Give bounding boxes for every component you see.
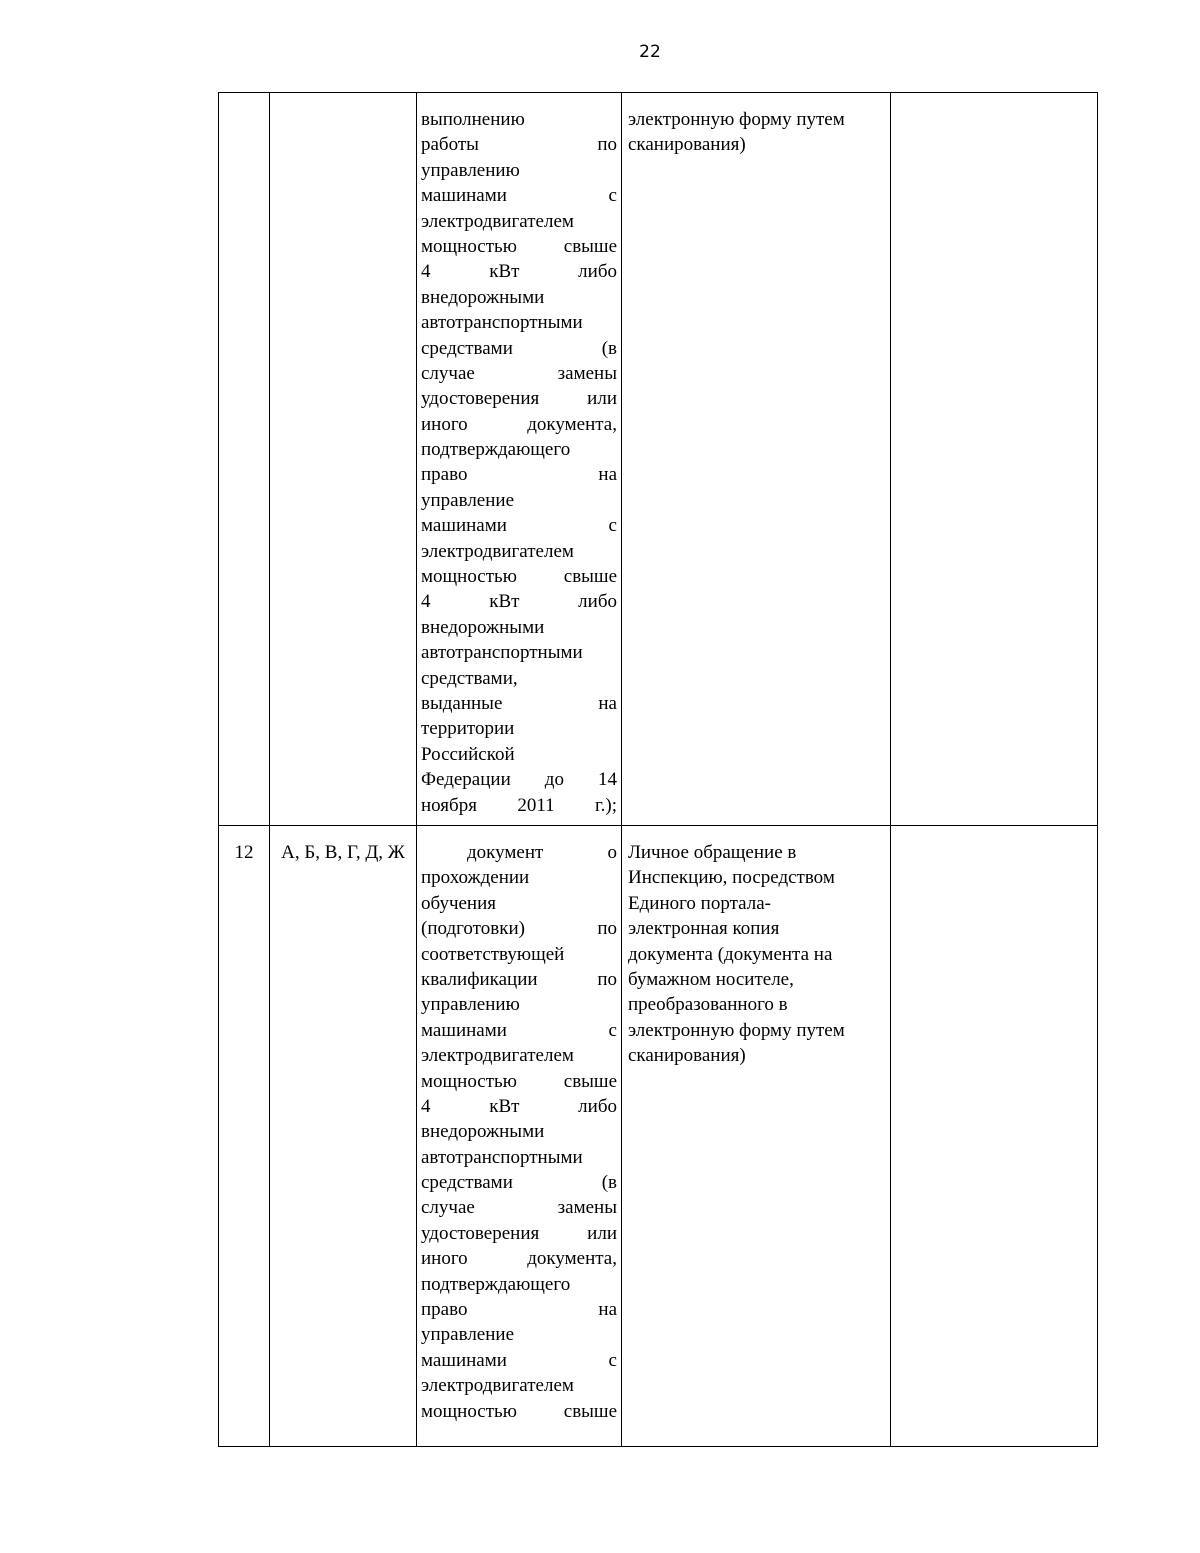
page-number: 22 [639,42,661,62]
document-line: мощностью свыше [421,1400,617,1422]
document-line: средствами, [421,667,518,689]
document-line: случае замены [421,362,617,384]
note-cell [891,93,1098,826]
document-line: иного документа, [421,413,617,435]
submission-method-line: документа (документа на [628,943,833,965]
document-line: мощностью свыше [421,566,617,588]
document-cell [417,826,622,1447]
document-line: (подготовки) по [421,918,617,940]
document-line: внедорожными [421,286,545,308]
document-line: 4 кВт либо [421,261,617,283]
categories-cell [270,826,417,1447]
document-line: автотранспортными [421,642,583,664]
document-line: управление [421,1324,515,1346]
submission-method-line: электронную форму путем [628,1019,845,1041]
document-line: машинами с [421,515,617,537]
document-line: автотранспортными [421,1146,583,1168]
document-line: средствами (в [421,337,617,359]
document-line: право на [421,464,617,486]
submission-method-line: бумажном носителе, [628,969,794,991]
document-line: выполнению [421,109,525,130]
document-line: 4 кВт либо [421,591,617,613]
document-line: подтверждающего [421,1273,571,1295]
document-line: электродвигателем [421,1045,574,1067]
document-line: 4 кВт либо [421,1095,617,1117]
submission-method-line: сканирования) [628,134,746,156]
submission-method-cell [622,826,891,1447]
submission-method-text [622,826,890,1069]
document-line: иного документа, [421,1248,617,1270]
document-line: документ о [467,842,617,863]
document-line: прохождении [421,867,530,889]
row-number-cell [219,93,270,826]
submission-method-text [622,93,890,158]
submission-method-cell [622,93,891,826]
note-cell [891,826,1098,1447]
table-row [219,93,1098,826]
document-line: автотранспортными [421,312,583,334]
document-line: ноября 2011 г.); [421,794,617,816]
document-line: машинами с [421,1019,617,1041]
document-line: внедорожными [421,1121,545,1143]
table-row [219,826,1098,1447]
document-line: удостоверения или [421,1222,617,1244]
submission-method-line: Личное обращение в [628,842,797,863]
submission-method-line: Инспекцию, посредством [628,867,835,889]
document-line: работы по [421,134,617,156]
submission-method-line: электронная копия [628,918,780,940]
document-line: территории [421,718,515,740]
submission-method-line: сканирования) [628,1045,746,1067]
submission-method-line: преобразованного в [628,994,788,1016]
document-cell [417,93,622,826]
document-text [417,93,621,818]
row-number [219,93,269,107]
document-line: мощностью свыше [421,235,617,257]
row-number-cell [219,826,270,1447]
document-line: электродвигателем [421,1375,574,1397]
document-line: соответствующей [421,943,565,965]
document-line: право на [421,1299,617,1321]
document-line: случае замены [421,1197,617,1219]
submission-method-line: электронную форму путем [628,109,845,130]
document-line: выданные на [421,692,617,714]
document-line: квалификации по [421,968,617,990]
document-line: внедорожными [421,616,545,638]
document-line: удостоверения или [421,388,617,410]
requirements-table [218,92,1098,1447]
document-line: обучения [421,892,497,914]
document-line: управлению [421,159,520,181]
document-line: электродвигателем [421,210,574,232]
document-line: управление [421,489,515,511]
document-line: средствами (в [421,1172,617,1194]
categories [270,93,416,107]
submission-method-line: Единого портала- [628,892,771,914]
document-line: машинами с [421,185,617,207]
document-line: электродвигателем [421,540,574,562]
document-line: мощностью свыше [421,1070,617,1092]
document-line: подтверждающего [421,439,571,461]
document-line: машинами с [421,1349,617,1371]
document-line: Российской [421,743,515,765]
document-line: управлению [421,994,520,1016]
categories-cell [270,93,417,826]
document-text [417,826,621,1424]
document-line: Федерации до 14 [421,769,617,791]
row-number: 12 [234,842,254,863]
categories: А, Б, В, Г, Д, Ж [281,842,405,863]
